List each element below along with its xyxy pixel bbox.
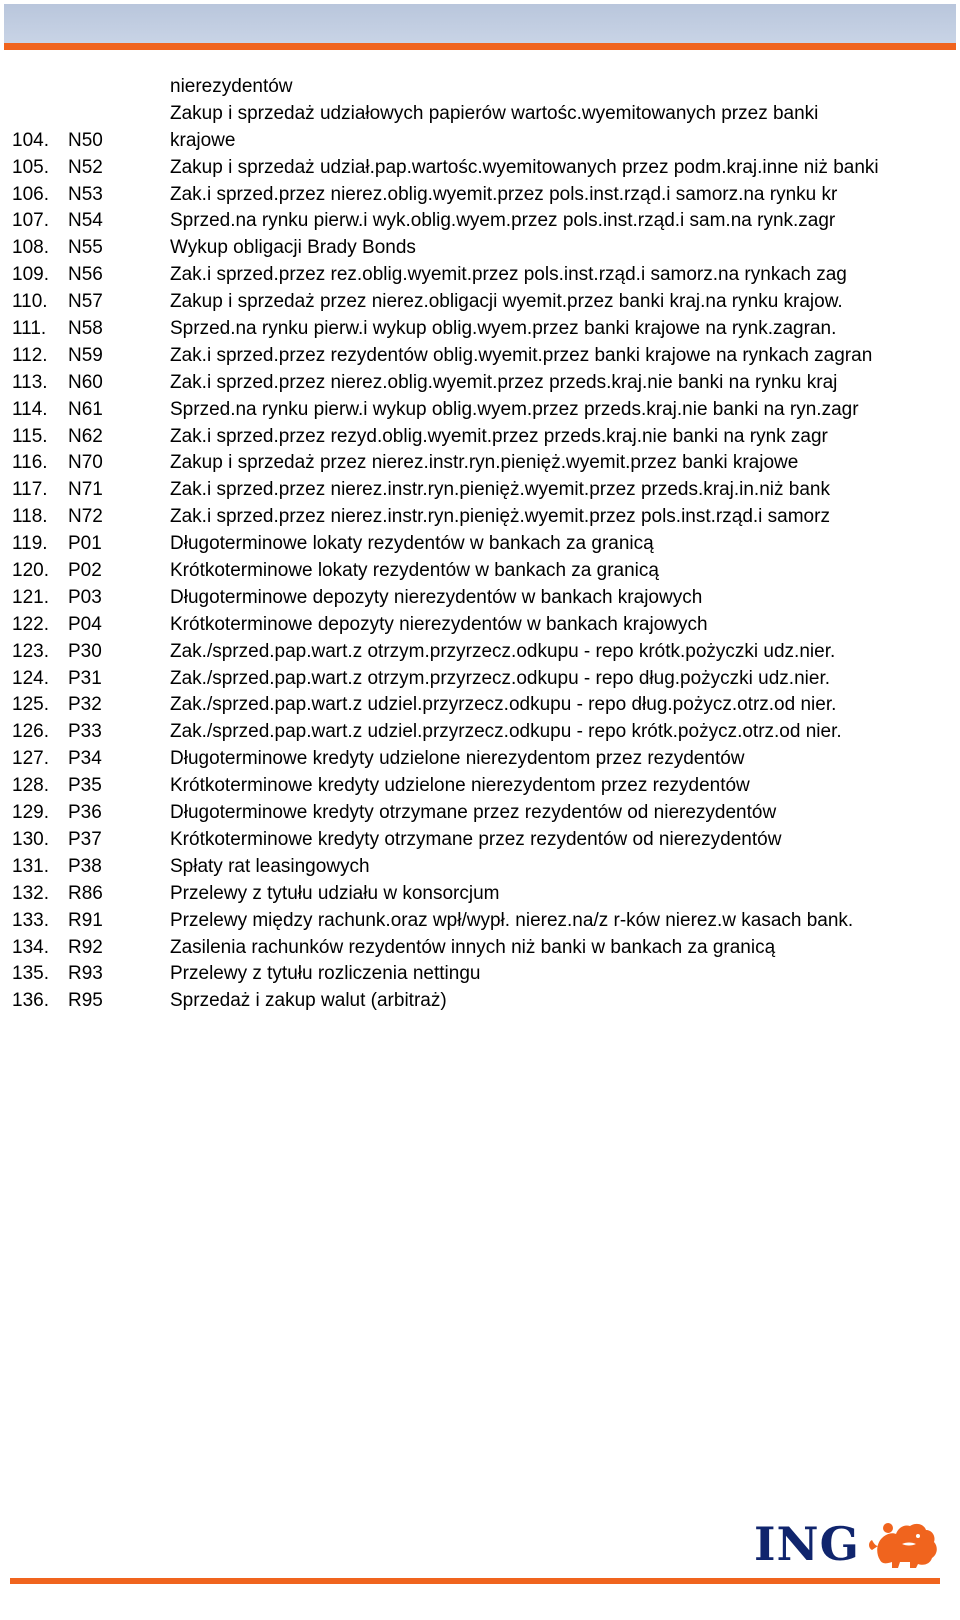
- transaction-description: Wykup obligacji Brady Bonds: [170, 237, 416, 259]
- row-number: 104.: [12, 129, 49, 151]
- row-number: 106.: [12, 183, 49, 205]
- transaction-code: P02: [68, 560, 102, 582]
- transaction-code: R93: [68, 963, 103, 985]
- row-number: 117.: [12, 479, 48, 501]
- list-item: [0, 719, 960, 746]
- transaction-description: Zak./sprzed.pap.wart.z otrzym.przyrzecz.odkupu - repo krótk.pożyczki udz.nier.: [170, 640, 836, 662]
- transaction-description: Zakup i sprzedaż przez nierez.obligacji wyemit.przez banki kraj.na rynku krajow.: [170, 291, 843, 313]
- row-number: 105.: [12, 156, 49, 178]
- transaction-description: Zak.i sprzed.przez nierez.instr.ryn.pienięż.wyemit.przez przeds.kraj.in.niż bank: [170, 479, 830, 501]
- list-item: [0, 128, 960, 155]
- list-item: [0, 235, 960, 262]
- row-number: 135.: [12, 963, 49, 985]
- list-item: [0, 881, 960, 908]
- transaction-description: Krótkoterminowe lokaty rezydentów w bankach za granicą: [170, 560, 659, 582]
- transaction-code: N58: [68, 318, 103, 340]
- transaction-description: Długoterminowe lokaty rezydentów w bankach za granicą: [170, 533, 654, 555]
- ing-logo: [754, 1514, 944, 1574]
- list-item: [0, 800, 960, 827]
- row-number: 136.: [12, 990, 49, 1012]
- transaction-description: Zak./sprzed.pap.wart.z otrzym.przyrzecz.odkupu - repo dług.pożyczki udz.nier.: [170, 667, 830, 689]
- row-number: 128.: [12, 775, 49, 797]
- transaction-description: Zak./sprzed.pap.wart.z udziel.przyrzecz.odkupu - repo krótk.pożycz.otrz.od nier.: [170, 721, 842, 743]
- row-number: 116.: [12, 452, 48, 474]
- row-number: 119.: [12, 533, 48, 555]
- transaction-code-list: [0, 74, 960, 1015]
- row-number: 130.: [12, 828, 49, 850]
- transaction-description: Sprzed.na rynku pierw.i wykup oblig.wyem.przez banki krajowe na rynk.zagran.: [170, 318, 837, 340]
- list-item: [0, 289, 960, 316]
- list-item: [0, 397, 960, 424]
- list-item: [0, 854, 960, 881]
- transaction-code: R92: [68, 936, 103, 958]
- list-item: [0, 424, 960, 451]
- transaction-code: P31: [68, 667, 102, 689]
- transaction-code: N50: [68, 129, 103, 151]
- row-number: 118.: [12, 506, 48, 528]
- row-number: 115.: [12, 425, 48, 447]
- list-item: [0, 639, 960, 666]
- transaction-code: P30: [68, 640, 102, 662]
- list-item: [0, 935, 960, 962]
- transaction-code: P36: [68, 802, 102, 824]
- transaction-description: Krótkoterminowe kredyty udzielone nierezydentom przez rezydentów: [170, 775, 750, 797]
- transaction-code: P32: [68, 694, 102, 716]
- transaction-description: Zak./sprzed.pap.wart.z udziel.przyrzecz.odkupu - repo dług.pożycz.otrz.od nier.: [170, 694, 837, 716]
- row-number: 131.: [12, 855, 49, 877]
- list-item: [0, 827, 960, 854]
- header-band: [4, 4, 956, 44]
- transaction-description: Zakup i sprzedaż przez nierez.instr.ryn.pienięż.wyemit.przez banki krajowe: [170, 452, 799, 474]
- transaction-description: Przelewy między rachunk.oraz wpł/wypł. nierez.na/z r-ków nierez.w kasach bank.: [170, 909, 854, 931]
- list-item: [0, 101, 960, 128]
- transaction-code: N72: [68, 506, 103, 528]
- transaction-description: Zakup i sprzedaż udziałowych papierów wartośc.wyemitowanych przez banki: [170, 102, 819, 124]
- transaction-code: N53: [68, 183, 103, 205]
- transaction-code: P34: [68, 748, 102, 770]
- list-item: [0, 208, 960, 235]
- row-number: 111.: [12, 318, 47, 340]
- row-number: 107.: [12, 210, 49, 232]
- transaction-code: N52: [68, 156, 103, 178]
- transaction-code: N71: [68, 479, 103, 501]
- list-item: [0, 155, 960, 182]
- list-item: [0, 504, 960, 531]
- transaction-code: N61: [68, 398, 103, 420]
- transaction-code: P01: [68, 533, 102, 555]
- row-number: 133.: [12, 909, 49, 931]
- row-number: 125.: [12, 694, 49, 716]
- list-item: [0, 692, 960, 719]
- transaction-description: Długoterminowe kredyty udzielone nierezydentom przez rezydentów: [170, 748, 745, 770]
- transaction-description: Zak.i sprzed.przez rez.oblig.wyemit.przez pols.inst.rząd.i samorz.na rynkach zag: [170, 264, 847, 286]
- transaction-description: Krótkoterminowe depozyty nierezydentów w bankach krajowych: [170, 613, 708, 635]
- transaction-description: krajowe: [170, 129, 236, 151]
- transaction-code: N62: [68, 425, 103, 447]
- transaction-description: Krótkoterminowe kredyty otrzymane przez rezydentów od nierezydentów: [170, 828, 782, 850]
- row-number: 108.: [12, 237, 49, 259]
- footer-accent-stripe: [10, 1578, 940, 1584]
- row-number: 126.: [12, 721, 49, 743]
- list-item: [0, 182, 960, 209]
- transaction-description: Zak.i sprzed.przez nierez.instr.ryn.pienięż.wyemit.przez pols.inst.rząd.i samorz: [170, 506, 830, 528]
- transaction-code: P33: [68, 721, 102, 743]
- transaction-code: R95: [68, 990, 103, 1012]
- list-item: [0, 558, 960, 585]
- transaction-description: Zak.i sprzed.przez rezydentów oblig.wyemit.przez banki krajowe na rynkach zagran: [170, 344, 873, 366]
- transaction-description: Sprzed.na rynku pierw.i wyk.oblig.wyem.przez pols.inst.rząd.i sam.na rynk.zagr: [170, 210, 836, 232]
- transaction-code: P04: [68, 613, 102, 635]
- row-number: 127.: [12, 748, 49, 770]
- row-number: 110.: [12, 291, 48, 313]
- transaction-code: N56: [68, 264, 103, 286]
- transaction-description: Zasilenia rachunków rezydentów innych niż banki w bankach za granicą: [170, 936, 776, 958]
- list-item: [0, 961, 960, 988]
- list-item: [0, 612, 960, 639]
- transaction-code: P37: [68, 828, 102, 850]
- row-number: 132.: [12, 882, 49, 904]
- list-item: [0, 585, 960, 612]
- transaction-description: Przelewy z tytułu rozliczenia nettingu: [170, 963, 481, 985]
- transaction-description: Długoterminowe depozyty nierezydentów w bankach krajowych: [170, 586, 703, 608]
- transaction-description: Sprzed.na rynku pierw.i wykup oblig.wyem.przez przeds.kraj.nie banki na ryn.zagr: [170, 398, 859, 420]
- list-item: [0, 343, 960, 370]
- transaction-description: Zak.i sprzed.przez nierez.oblig.wyemit.przez przeds.kraj.nie banki na rynku kraj: [170, 371, 838, 393]
- transaction-description: Sprzedaż i zakup walut (arbitraż): [170, 990, 447, 1012]
- list-item: [0, 450, 960, 477]
- transaction-description: Długoterminowe kredyty otrzymane przez rezydentów od nierezydentów: [170, 802, 777, 824]
- row-number: 112.: [12, 344, 48, 366]
- transaction-code: P38: [68, 855, 102, 877]
- list-item: [0, 773, 960, 800]
- transaction-description: Spłaty rat leasingowych: [170, 855, 370, 877]
- transaction-code: N60: [68, 371, 103, 393]
- row-number: 109.: [12, 264, 49, 286]
- transaction-code: N59: [68, 344, 103, 366]
- header-accent-stripe: [4, 43, 956, 50]
- row-number: 120.: [12, 560, 49, 582]
- transaction-code: N57: [68, 291, 103, 313]
- list-item: [0, 316, 960, 343]
- list-item: [0, 262, 960, 289]
- transaction-code: N70: [68, 452, 103, 474]
- row-number: 122.: [12, 613, 49, 635]
- transaction-code: N54: [68, 210, 103, 232]
- transaction-description: Zak.i sprzed.przez rezyd.oblig.wyemit.przez przeds.kraj.nie banki na rynk zagr: [170, 425, 828, 447]
- transaction-code: R86: [68, 882, 103, 904]
- transaction-description: Zakup i sprzedaż udział.pap.wartośc.wyemitowanych przez podm.kraj.inne niż banki: [170, 156, 879, 178]
- row-number: 123.: [12, 640, 49, 662]
- transaction-description: Zak.i sprzed.przez nierez.oblig.wyemit.przez pols.inst.rząd.i samorz.na rynku kr: [170, 183, 838, 205]
- logo-wordmark: ING: [754, 1517, 860, 1571]
- row-number: 129.: [12, 802, 49, 824]
- list-item: [0, 74, 960, 101]
- row-number: 121.: [12, 586, 49, 608]
- row-number: 124.: [12, 667, 49, 689]
- transaction-code: R91: [68, 909, 103, 931]
- lion-icon: [866, 1514, 942, 1570]
- transaction-code: P35: [68, 775, 102, 797]
- list-item: [0, 746, 960, 773]
- row-number: 114.: [12, 398, 48, 420]
- transaction-description: Przelewy z tytułu udziału w konsorcjum: [170, 882, 500, 904]
- row-number: 134.: [12, 936, 49, 958]
- row-number: 113.: [12, 371, 48, 393]
- list-item: [0, 666, 960, 693]
- list-item: [0, 908, 960, 935]
- transaction-description: nierezydentów: [170, 76, 293, 97]
- list-item: [0, 531, 960, 558]
- list-item: [0, 370, 960, 397]
- transaction-code: N55: [68, 237, 103, 259]
- list-item: [0, 988, 960, 1015]
- list-item: [0, 477, 960, 504]
- transaction-code: P03: [68, 586, 102, 608]
